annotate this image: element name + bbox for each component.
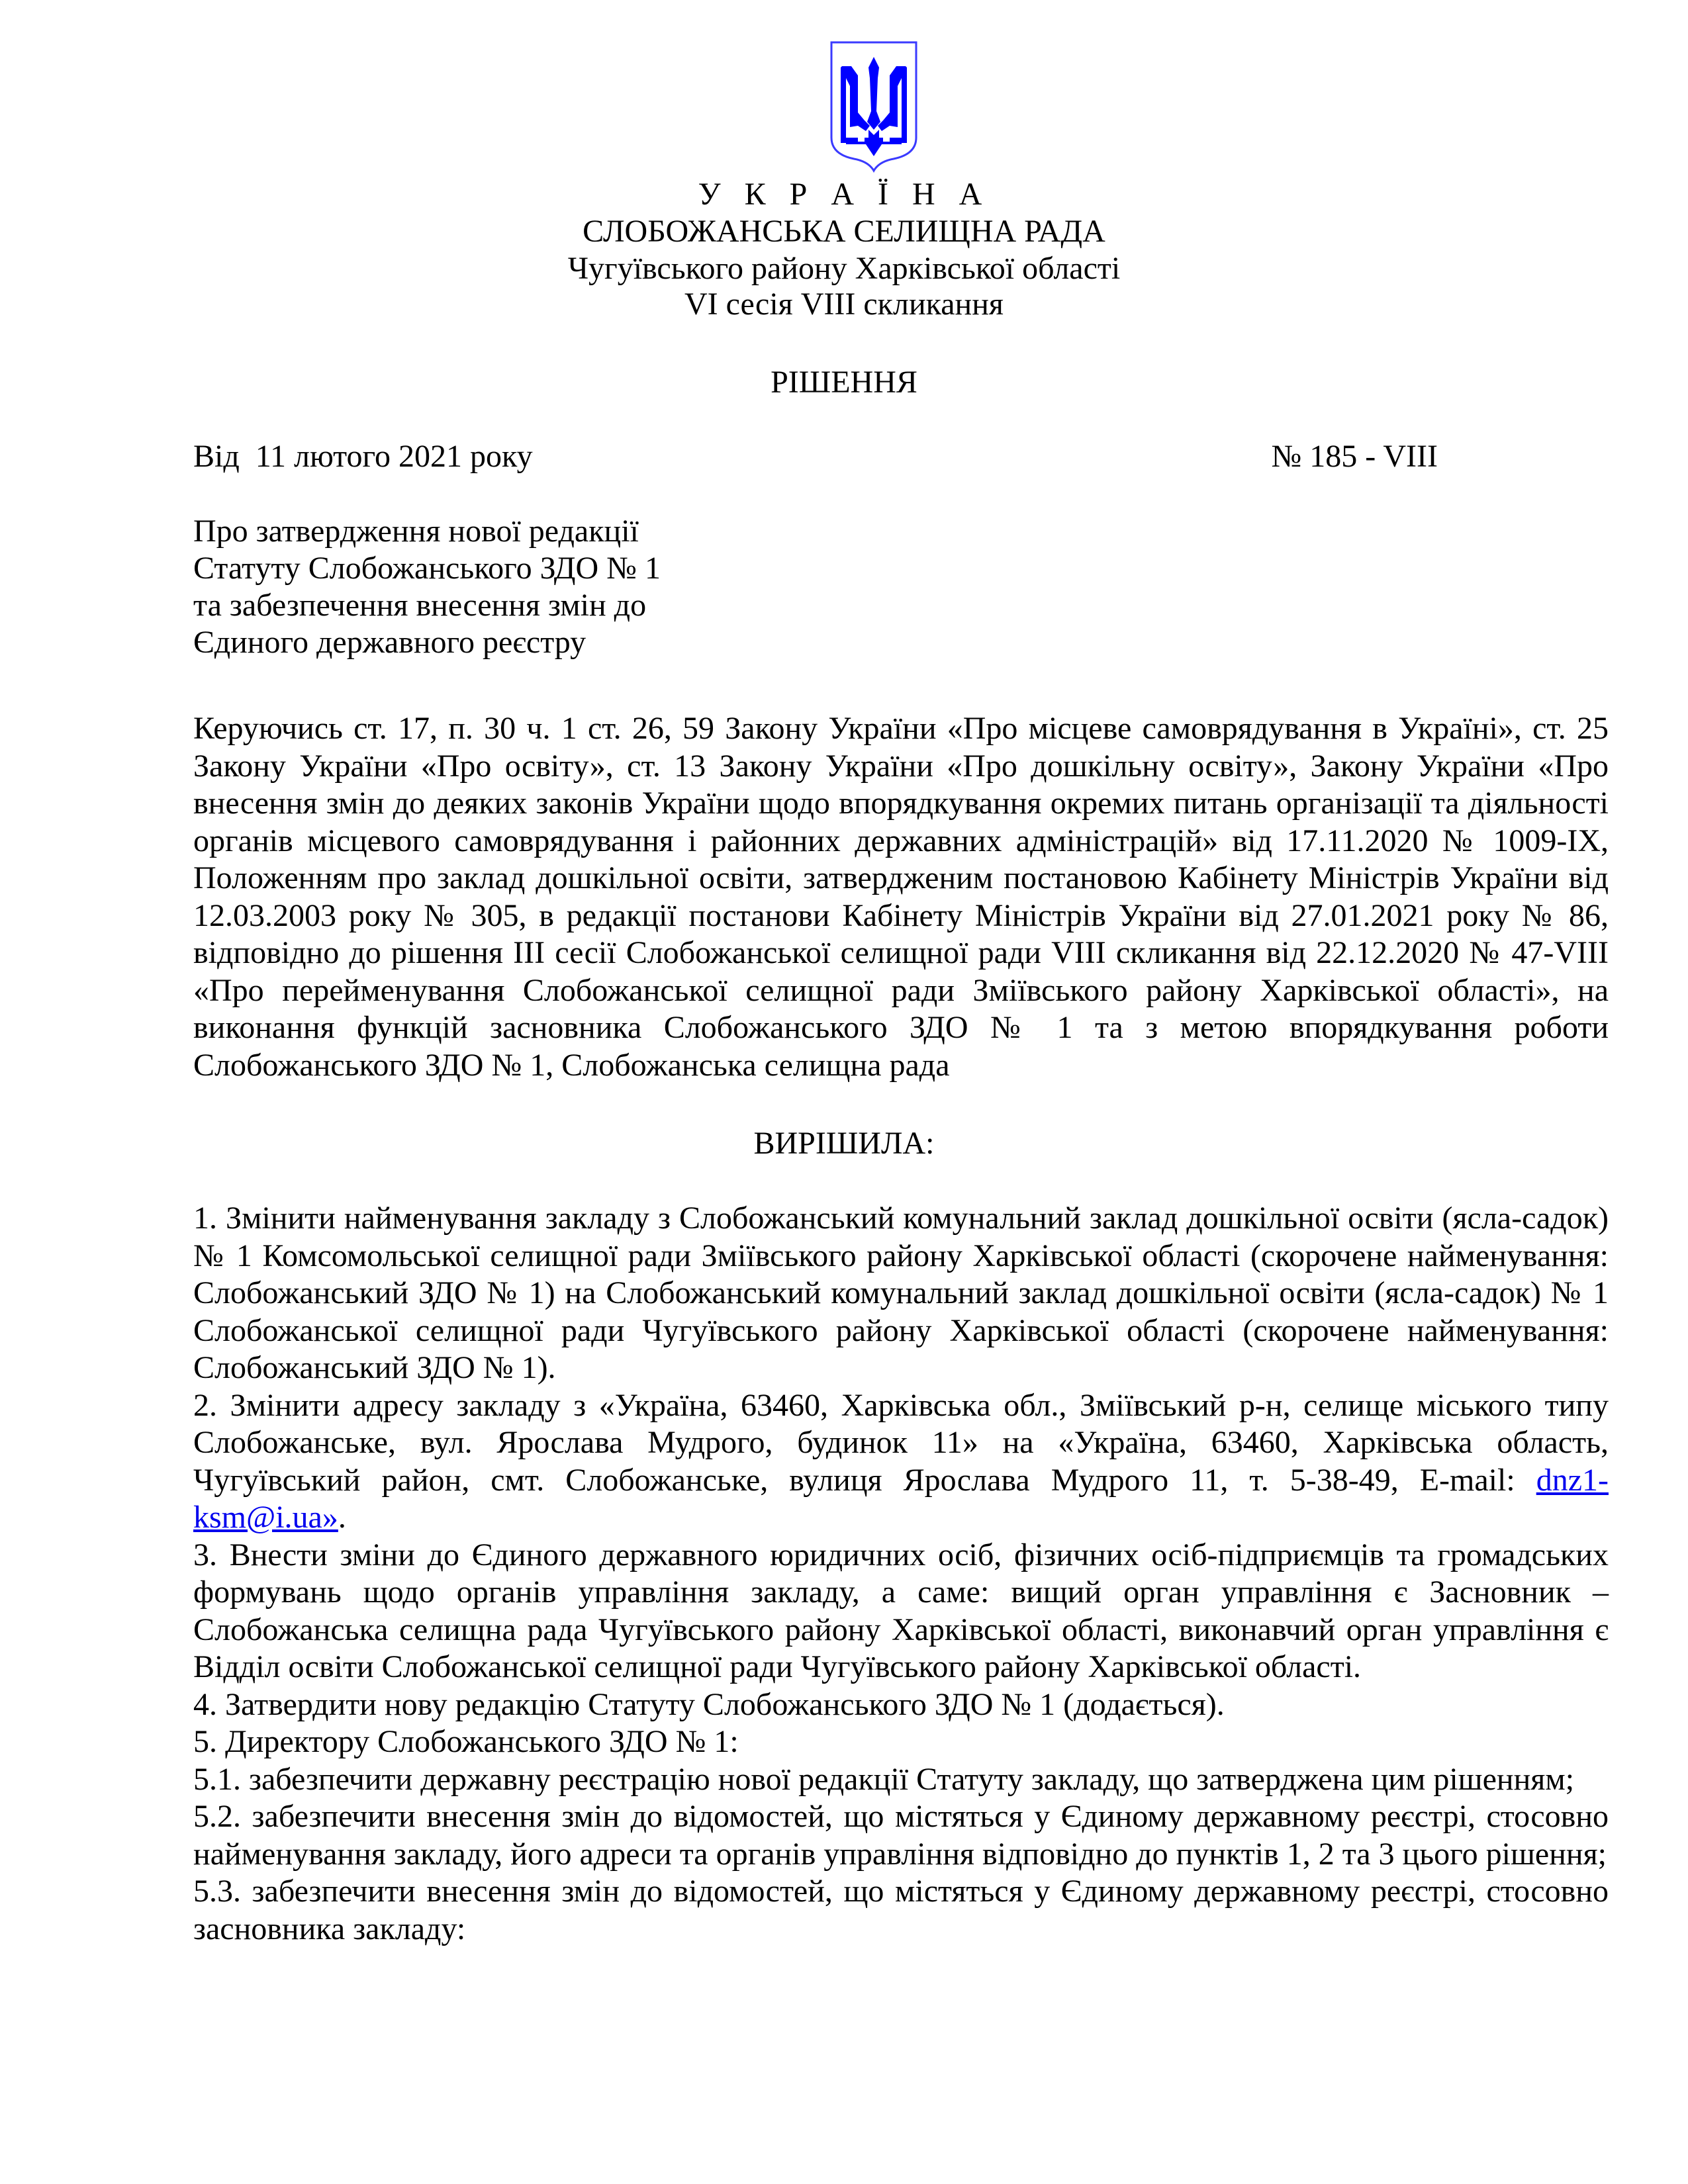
item-2-end: . — [338, 1500, 346, 1535]
email-link[interactable]: dnz1-ksm@i.ua» — [193, 1462, 1609, 1535]
resolution-item-3: 3. Внести зміни до Єдиного державного юридичних осіб, фізичних осіб-підприємців та громадських формувань щодо органів управління закладу, а саме: вищий орган управління є Засновник – Слобожанська селищна рада Чугуївського району Харківської області, виконавчий орган управління є Відділ освіти Слобожанської селищної ради Чугуївського району Харківської області. — [193, 1537, 1609, 1684]
resolution-item-5-3: 5.3. забезпечити внесення змін до відомостей, що містяться у Єдиному державному реєстрі, стосовно засновника закладу: — [193, 1874, 1609, 1946]
resolution-item-1: 1. Змінити найменування закладу з Слобожанський комунальний заклад дошкільної освіти (ясла-садок) № 1 Комсомольської селищної ради Зміївського району Харківської області (скорочене найменування: Слобожанський ЗДО № 1) на Слобожанський комунальний заклад дошкільної освіти (ясла-садок) № 1 Слобожанської селищної ради Чугуївського району Харківської області (скорочене найменування: Слобожанський ЗДО № 1). — [193, 1201, 1609, 1385]
decision-number: № 185 - VIII — [1271, 439, 1438, 474]
subject-line: Про затвердження нової редакції — [193, 514, 639, 549]
subject-line: Єдиного державного реєстру — [193, 625, 586, 660]
subject-line: та забезпечення внесення змін до — [193, 588, 647, 623]
resolution-item-5: 5. Директору Слобожанського ЗДО № 1: — [193, 1724, 739, 1759]
council-heading: СЛОБОЖАНСЬКА СЕЛИЩНА РАДА — [583, 214, 1105, 249]
document-type-title: РІШЕННЯ — [771, 365, 917, 400]
decision-date: Від 11 лютого 2021 року — [193, 439, 533, 474]
resolution-item-5-1: 5.1. забезпечити державну реєстрацію нової редакції Статуту закладу, що затверджена цим рішенням; — [193, 1761, 1575, 1797]
subject-line: Статуту Слобожанського ЗДО № 1 — [193, 551, 661, 586]
trident-coat-of-arms-icon — [827, 38, 920, 174]
decision-subject — [193, 513, 661, 661]
session-heading: VI сесія VIII скликання — [684, 287, 1004, 322]
resolution-item-4: 4. Затвердити нову редакцію Статуту Слобожанського ЗДО № 1 (додається). — [193, 1686, 1225, 1722]
resolved-heading: ВИРІШИЛА: — [753, 1126, 935, 1161]
resolution-items — [193, 1200, 1609, 1948]
item-2-text: 2. Змінити адресу закладу з «Україна, 63460, Харківська обл., Зміївський р-н, селище міського типу Слобожанське, вул. Ярослава Мудрого, будинок 11» на «Україна, 63460, Харківська область, Чугуївський район, смт. Слобожанське, вулиця Ярослава Мудрого 11, т. 5-38-49, E-mail: — [193, 1387, 1609, 1498]
preamble-paragraph: Керуючись ст. 17, п. 30 ч. 1 ст. 26, 59 Закону України «Про місцеве самоврядування в Україні», ст. 25 Закону України «Про освіту», ст. 13 Закону України «Про дошкільну освіту», Закону України «Про внесення змін до деяких законів України щодо впорядкування окремих питань організації та діяльності органів місцевого самоврядування і районних державних адміністрацій» від 17.11.2020 № 1009-IX, Положенням про заклад дошкільної освіти, затвердженим постановою Кабінету Міністрів України від 12.03.2003 року № 305, в редакції постанови Кабінету Міністрів України від 27.01.2021 року № 86, відповідно до рішення III сесії Слобожанської селищної ради VIII скликання від 22.12.2020 № 47-VIII «Про перейменування Слобожанської селищної ради Зміївського району Харківської області», на виконання функцій засновника Слобожанського ЗДО № 1 та з метою впорядкування роботи Слобожанського ЗДО № 1, Слобожанська селищна рада — [193, 711, 1609, 1083]
resolution-item-5-2: 5.2. забезпечити внесення змін до відомостей, що містяться у Єдиному державному реєстрі, стосовно найменування закладу, його адреси та органів управління відповідно до пунктів 1, 2 та 3 цього рішення; — [193, 1799, 1609, 1872]
decision-meta-row — [193, 438, 1438, 475]
district-heading: Чугуївського району Харківської області — [567, 251, 1121, 286]
country-heading: У К Р А Ї Н А — [698, 177, 990, 212]
resolution-item-2 — [193, 1387, 1609, 1537]
